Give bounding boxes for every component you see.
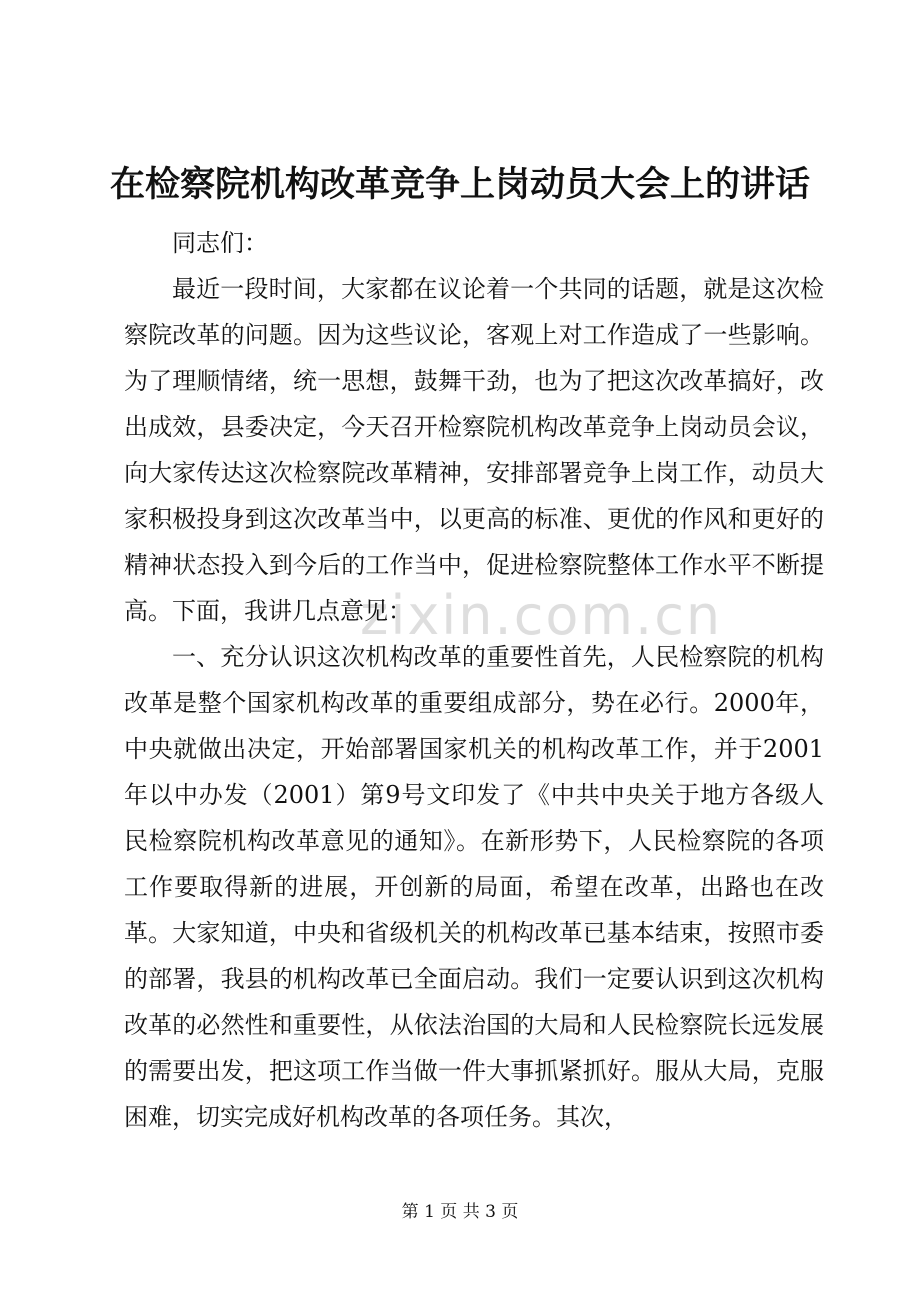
paragraph-intro: 最近一段时间，大家都在议论着一个共同的话题，就是这次检察院改革的问题。因为这些议论，客观上对工作造成了一些影响。为了理顺情绪，统一思想，鼓舞干劲，也为了把这次改革搞好，改出成效，县委决定，今天召开检察院机构改革竞争上岗动员会议，向大家传达这次检察院改革精神，安排部署竞争上岗工作，动员大家积极投身到这次改革当中，以更高的标准、更优的作风和更好的精神状态投入到今后的工作当中，促进检察院整体工作水平不断提高。下面，我讲几点意见： (124, 275, 824, 625)
paragraph-salutation: 同志们： (172, 229, 268, 257)
document-title: 在检察院机构改革竞争上岗动员大会上的讲话 (109, 164, 810, 205)
watermark: zixin.com.cn (360, 584, 723, 647)
document-body (124, 220, 824, 1140)
paragraph-section-one: 一、充分认识这次机构改革的重要性首先，人民检察院的机构改革是整个国家机构改革的重要组成部分，势在必行。2000年，中央就做出决定，开始部署国家机关的机构改革工作，并于2001年以中办发（2001）第9号文印发了《中共中央关于地方各级人民检察院机构改革意见的通知》。在新形势下，人民检察院的各项工作要取得新的进展，开创新的局面，希望在改革，出路也在改革。大家知道，中央和省级机关的机构改革已基本结束，按照市委的部署，我县的机构改革已全面启动。我们一定要认识到这次机构改革的必然性和重要性，从依法治国的大局和人民检察院长远发展的需要出发，把这项工作当做一件大事抓紧抓好。服从大局，克服困难，切实完成好机构改革的各项任务。其次， (124, 643, 824, 1131)
page-footer: 第 1 页 共 3 页 (401, 1202, 519, 1222)
